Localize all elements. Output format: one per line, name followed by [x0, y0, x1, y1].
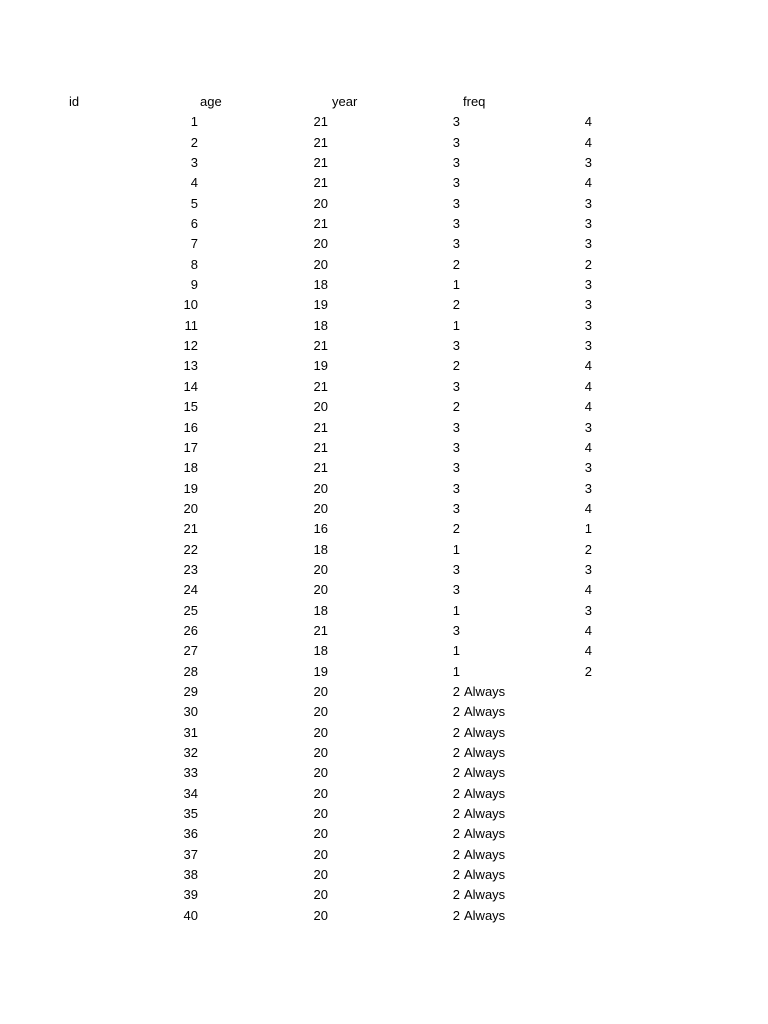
cell-year: 3 — [452, 175, 460, 191]
cell-label: Always — [464, 724, 506, 740]
cell-age: 19 — [313, 663, 328, 679]
cell-year: 1 — [452, 317, 460, 333]
table-row — [0, 173, 768, 193]
cell-id: 6 — [190, 216, 198, 232]
cell-freq: 3 — [584, 155, 592, 171]
cell-id: 18 — [183, 460, 198, 476]
cell-age: 20 — [313, 704, 328, 720]
cell-age: 21 — [313, 622, 328, 638]
header-year: year — [332, 94, 358, 109]
cell-id: 28 — [183, 663, 198, 679]
cell-id: 17 — [183, 439, 198, 455]
cell-age: 21 — [313, 134, 328, 150]
cell-age: 20 — [313, 236, 328, 252]
cell-age: 21 — [313, 378, 328, 394]
cell-label: Always — [464, 765, 506, 781]
table-row — [0, 356, 768, 376]
cell-year: 3 — [452, 236, 460, 252]
cell-id: 7 — [190, 236, 198, 252]
cell-freq: 3 — [584, 338, 592, 354]
cell-id: 20 — [183, 500, 198, 516]
cell-year: 3 — [452, 480, 460, 496]
table-row — [0, 723, 768, 743]
cell-id: 4 — [190, 175, 198, 191]
cell-year: 2 — [452, 297, 460, 313]
table-row — [0, 621, 768, 641]
table-row — [0, 641, 768, 661]
cell-age: 20 — [313, 765, 328, 781]
table-row — [0, 112, 768, 132]
cell-year: 2 — [452, 683, 460, 699]
table-row — [0, 458, 768, 478]
cell-age: 19 — [313, 297, 328, 313]
cell-age: 21 — [313, 338, 328, 354]
cell-age: 16 — [313, 521, 328, 537]
cell-id: 31 — [183, 724, 198, 740]
cell-year: 3 — [452, 216, 460, 232]
cell-year: 1 — [452, 541, 460, 557]
cell-year: 3 — [452, 622, 460, 638]
cell-id: 14 — [183, 378, 198, 394]
table-row — [0, 194, 768, 214]
cell-id: 5 — [190, 195, 198, 211]
cell-id: 19 — [183, 480, 198, 496]
table-row — [0, 743, 768, 763]
cell-id: 8 — [190, 256, 198, 272]
cell-freq: 3 — [584, 419, 592, 435]
cell-age: 20 — [313, 745, 328, 760]
cell-year: 2 — [452, 399, 460, 415]
cell-year: 3 — [452, 439, 460, 455]
cell-id: 13 — [183, 358, 198, 374]
cell-id: 26 — [183, 622, 198, 638]
cell-year: 3 — [452, 561, 460, 577]
cell-freq: 4 — [584, 622, 592, 638]
cell-year: 3 — [452, 134, 460, 150]
table-row — [0, 682, 768, 702]
cell-id: 23 — [183, 561, 198, 577]
cell-year: 2 — [452, 358, 460, 374]
table-row — [0, 377, 768, 397]
cell-id: 22 — [183, 541, 198, 557]
header-age: age — [200, 94, 222, 109]
cell-age: 20 — [313, 826, 328, 842]
cell-freq: 4 — [584, 500, 592, 516]
cell-age: 20 — [313, 256, 328, 272]
table-row — [0, 397, 768, 417]
cell-year: 1 — [452, 602, 460, 618]
cell-id: 25 — [183, 602, 198, 618]
cell-id: 29 — [183, 683, 198, 699]
cell-label: Always — [464, 745, 506, 760]
table-row — [0, 295, 768, 315]
cell-freq: 3 — [584, 277, 592, 293]
table-row — [0, 133, 768, 153]
cell-year: 2 — [452, 846, 460, 862]
cell-age: 18 — [313, 317, 328, 333]
cell-freq: 3 — [584, 297, 592, 313]
cell-year: 3 — [452, 155, 460, 171]
table-row — [0, 479, 768, 499]
cell-id: 37 — [183, 846, 198, 862]
cell-id: 34 — [183, 785, 198, 801]
cell-year: 2 — [452, 704, 460, 720]
cell-year: 2 — [452, 724, 460, 740]
table-row — [0, 824, 768, 844]
cell-freq: 4 — [584, 134, 592, 150]
cell-freq: 4 — [584, 399, 592, 415]
cell-age: 21 — [313, 439, 328, 455]
cell-label: Always — [464, 846, 506, 862]
cell-label: Always — [464, 867, 506, 883]
cell-year: 3 — [452, 338, 460, 354]
table-row — [0, 275, 768, 295]
cell-id: 40 — [183, 907, 198, 923]
table-row — [0, 580, 768, 600]
cell-year: 1 — [452, 643, 460, 659]
cell-year: 3 — [452, 419, 460, 435]
cell-id: 3 — [190, 155, 198, 171]
cell-label: Always — [464, 907, 506, 923]
cell-id: 10 — [183, 297, 198, 313]
table-row — [0, 702, 768, 722]
cell-age: 20 — [313, 480, 328, 496]
cell-age: 20 — [313, 806, 328, 822]
cell-age: 20 — [313, 561, 328, 577]
cell-id: 21 — [183, 521, 198, 537]
cell-freq: 2 — [584, 663, 592, 679]
header-row — [0, 92, 768, 112]
table-row — [0, 214, 768, 234]
cell-age: 21 — [313, 216, 328, 232]
cell-year: 2 — [452, 256, 460, 272]
cell-label: Always — [464, 806, 506, 822]
cell-freq: 3 — [584, 195, 592, 211]
table-row — [0, 601, 768, 621]
cell-age: 20 — [313, 724, 328, 740]
cell-id: 16 — [183, 419, 198, 435]
cell-label: Always — [464, 704, 506, 720]
cell-age: 20 — [313, 195, 328, 211]
cell-year: 2 — [452, 907, 460, 923]
cell-freq: 4 — [584, 643, 592, 659]
cell-age: 20 — [313, 500, 328, 516]
cell-id: 38 — [183, 867, 198, 883]
cell-id: 39 — [183, 887, 198, 903]
cell-year: 2 — [452, 887, 460, 903]
cell-year: 3 — [452, 500, 460, 516]
cell-age: 21 — [313, 175, 328, 191]
cell-year: 3 — [452, 378, 460, 394]
cell-age: 18 — [313, 643, 328, 659]
spreadsheet-table — [0, 92, 768, 926]
cell-year: 2 — [452, 521, 460, 537]
cell-year: 2 — [452, 785, 460, 801]
cell-year: 1 — [452, 663, 460, 679]
cell-age: 20 — [313, 867, 328, 883]
cell-label: Always — [464, 826, 506, 842]
table-row — [0, 906, 768, 926]
cell-age: 18 — [313, 602, 328, 618]
table-row — [0, 336, 768, 356]
table-row — [0, 540, 768, 560]
table-row — [0, 255, 768, 275]
cell-age: 20 — [313, 785, 328, 801]
cell-year: 2 — [452, 745, 460, 760]
table-row — [0, 662, 768, 682]
cell-age: 20 — [313, 399, 328, 415]
table-row — [0, 865, 768, 885]
cell-id: 35 — [183, 806, 198, 822]
cell-age: 18 — [313, 541, 328, 557]
cell-freq: 4 — [584, 378, 592, 394]
cell-freq: 1 — [584, 521, 592, 537]
cell-age: 20 — [313, 846, 328, 862]
cell-freq: 4 — [584, 439, 592, 455]
header-id: id — [69, 94, 80, 109]
cell-freq: 4 — [584, 358, 592, 374]
cell-id: 33 — [183, 765, 198, 781]
table-row — [0, 519, 768, 539]
cell-id: 27 — [183, 643, 198, 659]
cell-age: 18 — [313, 277, 328, 293]
cell-id: 32 — [183, 745, 198, 760]
cell-label: Always — [464, 785, 506, 801]
table-row — [0, 804, 768, 824]
table-row — [0, 234, 768, 254]
cell-freq: 3 — [584, 460, 592, 476]
cell-id: 11 — [184, 317, 198, 333]
cell-id: 24 — [183, 582, 198, 598]
cell-label: Always — [464, 683, 506, 699]
cell-age: 19 — [313, 358, 328, 374]
table-body — [0, 112, 768, 926]
cell-year: 3 — [452, 582, 460, 598]
cell-freq: 4 — [584, 114, 592, 130]
cell-age: 20 — [313, 907, 328, 923]
table-row — [0, 499, 768, 519]
table-row — [0, 316, 768, 336]
cell-freq: 2 — [584, 256, 592, 272]
cell-year: 2 — [452, 867, 460, 883]
cell-year: 2 — [452, 826, 460, 842]
cell-age: 20 — [313, 887, 328, 903]
cell-label: Always — [464, 887, 506, 903]
cell-freq: 3 — [584, 216, 592, 232]
header-freq: freq — [463, 94, 486, 109]
cell-freq: 3 — [584, 480, 592, 496]
table-row — [0, 438, 768, 458]
table-row — [0, 418, 768, 438]
table-row — [0, 560, 768, 580]
cell-year: 2 — [452, 765, 460, 781]
cell-year: 2 — [452, 806, 460, 822]
cell-freq: 3 — [584, 561, 592, 577]
cell-freq: 4 — [584, 175, 592, 191]
cell-year: 3 — [452, 460, 460, 476]
cell-year: 3 — [452, 195, 460, 211]
table-row — [0, 885, 768, 905]
cell-year: 3 — [452, 114, 460, 130]
cell-age: 20 — [313, 683, 328, 699]
cell-id: 1 — [190, 114, 198, 130]
table-row — [0, 763, 768, 783]
cell-id: 36 — [183, 826, 198, 842]
cell-age: 21 — [313, 460, 328, 476]
table-row — [0, 153, 768, 173]
cell-freq: 4 — [584, 582, 592, 598]
cell-age: 21 — [313, 155, 328, 171]
cell-age: 21 — [313, 114, 328, 130]
cell-freq: 3 — [584, 602, 592, 618]
table-row — [0, 845, 768, 865]
cell-id: 12 — [183, 338, 198, 354]
cell-id: 30 — [183, 704, 198, 720]
cell-age: 20 — [313, 582, 328, 598]
table-row — [0, 784, 768, 804]
cell-year: 1 — [452, 277, 460, 293]
cell-freq: 3 — [584, 317, 592, 333]
cell-age: 21 — [313, 419, 328, 435]
cell-id: 2 — [190, 134, 198, 150]
cell-freq: 2 — [584, 541, 592, 557]
cell-freq: 3 — [584, 236, 592, 252]
cell-id: 9 — [190, 277, 198, 293]
cell-id: 15 — [183, 399, 198, 415]
